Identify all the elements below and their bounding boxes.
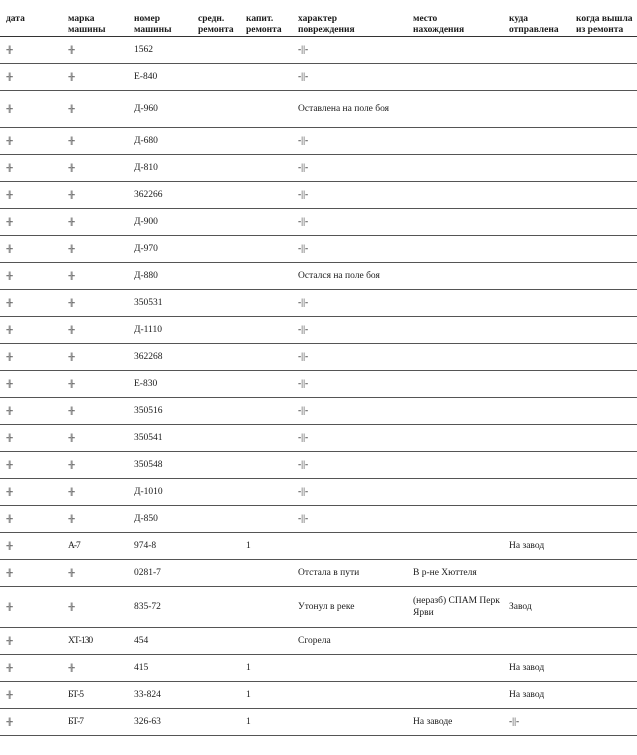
- cell-damage-type: -||-: [292, 371, 407, 398]
- cell-medium-repair: [192, 371, 240, 398]
- cell-damage-type: -||-: [292, 64, 407, 91]
- cell-sent-to: [503, 236, 570, 263]
- cell-medium-repair: [192, 533, 240, 560]
- cell-repair-exit: [570, 398, 637, 425]
- cell-damage-type: [292, 533, 407, 560]
- cell-vehicle-model: -||-: [62, 479, 128, 506]
- cell-repair-exit: [570, 317, 637, 344]
- cell-vehicle-number: 33-824: [128, 682, 192, 709]
- header-repair-exit: когда вышла из ремонта: [570, 0, 637, 37]
- cell-vehicle-model: -||-: [62, 655, 128, 682]
- cell-sent-to: На завод: [503, 682, 570, 709]
- cell-sent-to: [503, 344, 570, 371]
- cell-location: [407, 263, 503, 290]
- table-row: [0, 37, 637, 64]
- cell-vehicle-number: 350541: [128, 425, 192, 452]
- cell-location: [407, 655, 503, 682]
- table-row: [0, 452, 637, 479]
- cell-location: [407, 371, 503, 398]
- cell-sent-to: [503, 398, 570, 425]
- cell-sent-to: [503, 37, 570, 64]
- cell-date: -||-: [0, 317, 62, 344]
- cell-sent-to: [503, 91, 570, 128]
- table-row: [0, 290, 637, 317]
- cell-damage-type: -||-: [292, 290, 407, 317]
- cell-medium-repair: [192, 682, 240, 709]
- table-row: [0, 560, 637, 587]
- cell-sent-to: [503, 64, 570, 91]
- table-row: [0, 682, 637, 709]
- cell-vehicle-number: 415: [128, 655, 192, 682]
- cell-damage-type: -||-: [292, 425, 407, 452]
- table-row: [0, 91, 637, 128]
- cell-vehicle-model: -||-: [62, 587, 128, 628]
- cell-vehicle-number: 350531: [128, 290, 192, 317]
- cell-medium-repair: [192, 236, 240, 263]
- cell-medium-repair: [192, 91, 240, 128]
- cell-repair-exit: [570, 182, 637, 209]
- cell-capital-repair: [240, 290, 292, 317]
- cell-vehicle-number: Е-840: [128, 64, 192, 91]
- cell-capital-repair: [240, 236, 292, 263]
- cell-sent-to: [503, 560, 570, 587]
- cell-repair-exit: [570, 290, 637, 317]
- cell-medium-repair: [192, 398, 240, 425]
- cell-medium-repair: [192, 155, 240, 182]
- cell-repair-exit: [570, 64, 637, 91]
- cell-vehicle-number: 974-8: [128, 533, 192, 560]
- cell-sent-to: [503, 506, 570, 533]
- cell-vehicle-number: Д-900: [128, 209, 192, 236]
- cell-vehicle-model: -||-: [62, 452, 128, 479]
- cell-damage-type: -||-: [292, 155, 407, 182]
- cell-vehicle-model: БТ-5: [62, 682, 128, 709]
- cell-date: -||-: [0, 290, 62, 317]
- cell-vehicle-model: -||-: [62, 344, 128, 371]
- cell-date: -||-: [0, 209, 62, 236]
- cell-capital-repair: [240, 628, 292, 655]
- cell-repair-exit: [570, 37, 637, 64]
- cell-damage-type: [292, 655, 407, 682]
- cell-date: -||-: [0, 479, 62, 506]
- table-row: [0, 587, 637, 628]
- cell-sent-to: [503, 628, 570, 655]
- cell-sent-to: [503, 425, 570, 452]
- cell-capital-repair: [240, 91, 292, 128]
- cell-vehicle-model: -||-: [62, 64, 128, 91]
- table-row: [0, 263, 637, 290]
- cell-damage-type: -||-: [292, 344, 407, 371]
- table-row: [0, 236, 637, 263]
- cell-vehicle-number: Д-880: [128, 263, 192, 290]
- cell-date: -||-: [0, 709, 62, 736]
- cell-medium-repair: [192, 655, 240, 682]
- cell-vehicle-model: -||-: [62, 182, 128, 209]
- cell-date: -||-: [0, 371, 62, 398]
- header-date: дата: [0, 0, 62, 37]
- cell-date: -||-: [0, 452, 62, 479]
- cell-location: [407, 479, 503, 506]
- cell-repair-exit: [570, 682, 637, 709]
- cell-date: -||-: [0, 506, 62, 533]
- cell-repair-exit: [570, 479, 637, 506]
- cell-vehicle-number: Д-960: [128, 91, 192, 128]
- cell-location: На заводе: [407, 709, 503, 736]
- table-row: [0, 128, 637, 155]
- cell-medium-repair: [192, 290, 240, 317]
- cell-location: [407, 682, 503, 709]
- cell-capital-repair: [240, 344, 292, 371]
- cell-damage-type: Оставлена на поле боя: [292, 91, 407, 128]
- cell-vehicle-number: Д-850: [128, 506, 192, 533]
- cell-location: [407, 91, 503, 128]
- cell-location: [407, 182, 503, 209]
- cell-sent-to: [503, 290, 570, 317]
- cell-sent-to: [503, 128, 570, 155]
- table-row: [0, 209, 637, 236]
- cell-medium-repair: [192, 182, 240, 209]
- cell-sent-to: [503, 182, 570, 209]
- cell-date: -||-: [0, 560, 62, 587]
- cell-sent-to: [503, 209, 570, 236]
- cell-date: -||-: [0, 628, 62, 655]
- cell-damage-type: -||-: [292, 209, 407, 236]
- cell-date: -||-: [0, 37, 62, 64]
- header-damage-type: характер повреждения: [292, 0, 407, 37]
- header-row: [0, 0, 637, 37]
- cell-date: -||-: [0, 587, 62, 628]
- cell-damage-type: [292, 709, 407, 736]
- header-capital-repair: капит. ремонта: [240, 0, 292, 37]
- cell-repair-exit: [570, 155, 637, 182]
- cell-vehicle-number: Д-680: [128, 128, 192, 155]
- cell-date: -||-: [0, 425, 62, 452]
- table-row: [0, 64, 637, 91]
- table-row: [0, 506, 637, 533]
- cell-medium-repair: [192, 209, 240, 236]
- cell-medium-repair: [192, 628, 240, 655]
- table-row: [0, 425, 637, 452]
- cell-capital-repair: [240, 263, 292, 290]
- cell-date: -||-: [0, 263, 62, 290]
- cell-location: [407, 290, 503, 317]
- cell-damage-type: -||-: [292, 37, 407, 64]
- cell-repair-exit: [570, 587, 637, 628]
- cell-damage-type: Утонул в реке: [292, 587, 407, 628]
- cell-repair-exit: [570, 371, 637, 398]
- cell-date: -||-: [0, 155, 62, 182]
- cell-vehicle-number: 454: [128, 628, 192, 655]
- cell-vehicle-number: 362268: [128, 344, 192, 371]
- cell-sent-to: Завод: [503, 587, 570, 628]
- cell-date: -||-: [0, 533, 62, 560]
- cell-repair-exit: [570, 91, 637, 128]
- cell-repair-exit: [570, 344, 637, 371]
- cell-capital-repair: [240, 452, 292, 479]
- cell-capital-repair: [240, 182, 292, 209]
- cell-sent-to: [503, 371, 570, 398]
- cell-repair-exit: [570, 128, 637, 155]
- cell-location: [407, 317, 503, 344]
- cell-capital-repair: [240, 155, 292, 182]
- cell-capital-repair: [240, 506, 292, 533]
- table-row: [0, 709, 637, 736]
- cell-date: -||-: [0, 128, 62, 155]
- cell-capital-repair: [240, 209, 292, 236]
- cell-repair-exit: [570, 560, 637, 587]
- cell-medium-repair: [192, 317, 240, 344]
- cell-damage-type: Сгорела: [292, 628, 407, 655]
- cell-vehicle-model: -||-: [62, 263, 128, 290]
- cell-sent-to: [503, 452, 570, 479]
- cell-capital-repair: [240, 587, 292, 628]
- cell-capital-repair: [240, 37, 292, 64]
- cell-vehicle-model: -||-: [62, 506, 128, 533]
- cell-vehicle-model: -||-: [62, 236, 128, 263]
- table-row: [0, 371, 637, 398]
- cell-date: -||-: [0, 398, 62, 425]
- cell-sent-to: [503, 479, 570, 506]
- cell-location: (неразб) СПАМ Перк Ярви: [407, 587, 503, 628]
- cell-date: -||-: [0, 682, 62, 709]
- table-row: [0, 628, 637, 655]
- cell-damage-type: -||-: [292, 398, 407, 425]
- cell-repair-exit: [570, 209, 637, 236]
- cell-vehicle-number: Е-830: [128, 371, 192, 398]
- cell-vehicle-model: -||-: [62, 317, 128, 344]
- table-row: [0, 398, 637, 425]
- cell-capital-repair: [240, 560, 292, 587]
- cell-location: [407, 452, 503, 479]
- cell-medium-repair: [192, 587, 240, 628]
- cell-location: [407, 533, 503, 560]
- cell-medium-repair: [192, 344, 240, 371]
- cell-location: [407, 209, 503, 236]
- cell-medium-repair: [192, 506, 240, 533]
- cell-vehicle-number: 350548: [128, 452, 192, 479]
- cell-location: [407, 155, 503, 182]
- cell-location: [407, 37, 503, 64]
- table-row: [0, 344, 637, 371]
- cell-repair-exit: [570, 533, 637, 560]
- cell-vehicle-model: -||-: [62, 91, 128, 128]
- header-location: место нахождения: [407, 0, 503, 37]
- cell-capital-repair: [240, 371, 292, 398]
- cell-location: [407, 506, 503, 533]
- cell-damage-type: -||-: [292, 479, 407, 506]
- cell-vehicle-number: 1562: [128, 37, 192, 64]
- table-row: [0, 479, 637, 506]
- cell-sent-to: [503, 263, 570, 290]
- cell-date: -||-: [0, 236, 62, 263]
- cell-capital-repair: [240, 479, 292, 506]
- cell-capital-repair: 1: [240, 709, 292, 736]
- cell-vehicle-model: -||-: [62, 128, 128, 155]
- cell-vehicle-model: -||-: [62, 209, 128, 236]
- cell-capital-repair: [240, 317, 292, 344]
- cell-vehicle-number: Д-970: [128, 236, 192, 263]
- cell-sent-to: [503, 155, 570, 182]
- cell-capital-repair: [240, 128, 292, 155]
- header-vehicle-model: марка машины: [62, 0, 128, 37]
- cell-location: [407, 344, 503, 371]
- header-vehicle-number: номер машины: [128, 0, 192, 37]
- cell-location: В р-не Хюттеля: [407, 560, 503, 587]
- cell-medium-repair: [192, 560, 240, 587]
- cell-vehicle-model: ХТ-130: [62, 628, 128, 655]
- table-row: [0, 155, 637, 182]
- cell-vehicle-number: 835-72: [128, 587, 192, 628]
- table-row: [0, 182, 637, 209]
- cell-damage-type: -||-: [292, 128, 407, 155]
- cell-damage-type: -||-: [292, 506, 407, 533]
- cell-vehicle-model: А-7: [62, 533, 128, 560]
- cell-vehicle-number: 0281-7: [128, 560, 192, 587]
- cell-vehicle-model: -||-: [62, 398, 128, 425]
- cell-repair-exit: [570, 506, 637, 533]
- cell-medium-repair: [192, 128, 240, 155]
- cell-medium-repair: [192, 452, 240, 479]
- cell-repair-exit: [570, 452, 637, 479]
- cell-medium-repair: [192, 263, 240, 290]
- cell-vehicle-model: -||-: [62, 290, 128, 317]
- cell-location: [407, 398, 503, 425]
- cell-vehicle-number: Д-1010: [128, 479, 192, 506]
- cell-vehicle-model: БТ-7: [62, 709, 128, 736]
- cell-date: -||-: [0, 64, 62, 91]
- cell-date: -||-: [0, 182, 62, 209]
- cell-vehicle-model: -||-: [62, 425, 128, 452]
- cell-medium-repair: [192, 709, 240, 736]
- cell-repair-exit: [570, 425, 637, 452]
- cell-capital-repair: 1: [240, 682, 292, 709]
- cell-vehicle-number: Д-810: [128, 155, 192, 182]
- table-row: [0, 533, 637, 560]
- cell-repair-exit: [570, 628, 637, 655]
- cell-medium-repair: [192, 37, 240, 64]
- cell-capital-repair: [240, 425, 292, 452]
- cell-location: [407, 128, 503, 155]
- cell-vehicle-model: -||-: [62, 37, 128, 64]
- cell-capital-repair: 1: [240, 655, 292, 682]
- cell-medium-repair: [192, 479, 240, 506]
- cell-sent-to: На завод: [503, 533, 570, 560]
- cell-capital-repair: [240, 64, 292, 91]
- cell-location: [407, 236, 503, 263]
- cell-repair-exit: [570, 263, 637, 290]
- cell-damage-type: [292, 682, 407, 709]
- cell-medium-repair: [192, 64, 240, 91]
- cell-location: [407, 425, 503, 452]
- cell-sent-to: На завод: [503, 655, 570, 682]
- cell-repair-exit: [570, 236, 637, 263]
- cell-vehicle-number: 350516: [128, 398, 192, 425]
- cell-damage-type: Остался на поле боя: [292, 263, 407, 290]
- cell-vehicle-number: 362266: [128, 182, 192, 209]
- header-medium-repair: средн. ремонта: [192, 0, 240, 37]
- cell-vehicle-number: Д-1110: [128, 317, 192, 344]
- cell-location: [407, 64, 503, 91]
- cell-date: -||-: [0, 655, 62, 682]
- cell-date: -||-: [0, 91, 62, 128]
- table-row: [0, 655, 637, 682]
- table-row: [0, 317, 637, 344]
- cell-vehicle-number: 326-63: [128, 709, 192, 736]
- cell-sent-to: -||-: [503, 709, 570, 736]
- cell-damage-type: -||-: [292, 236, 407, 263]
- cell-vehicle-model: -||-: [62, 371, 128, 398]
- header-sent-to: куда отправлена: [503, 0, 570, 37]
- cell-damage-type: Отстала в пути: [292, 560, 407, 587]
- cell-damage-type: -||-: [292, 452, 407, 479]
- cell-capital-repair: 1: [240, 533, 292, 560]
- cell-capital-repair: [240, 398, 292, 425]
- cell-vehicle-model: -||-: [62, 155, 128, 182]
- cell-location: [407, 628, 503, 655]
- cell-repair-exit: [570, 709, 637, 736]
- cell-vehicle-model: -||-: [62, 560, 128, 587]
- cell-damage-type: -||-: [292, 317, 407, 344]
- cell-damage-type: -||-: [292, 182, 407, 209]
- cell-medium-repair: [192, 425, 240, 452]
- cell-date: -||-: [0, 344, 62, 371]
- cell-sent-to: [503, 317, 570, 344]
- cell-repair-exit: [570, 655, 637, 682]
